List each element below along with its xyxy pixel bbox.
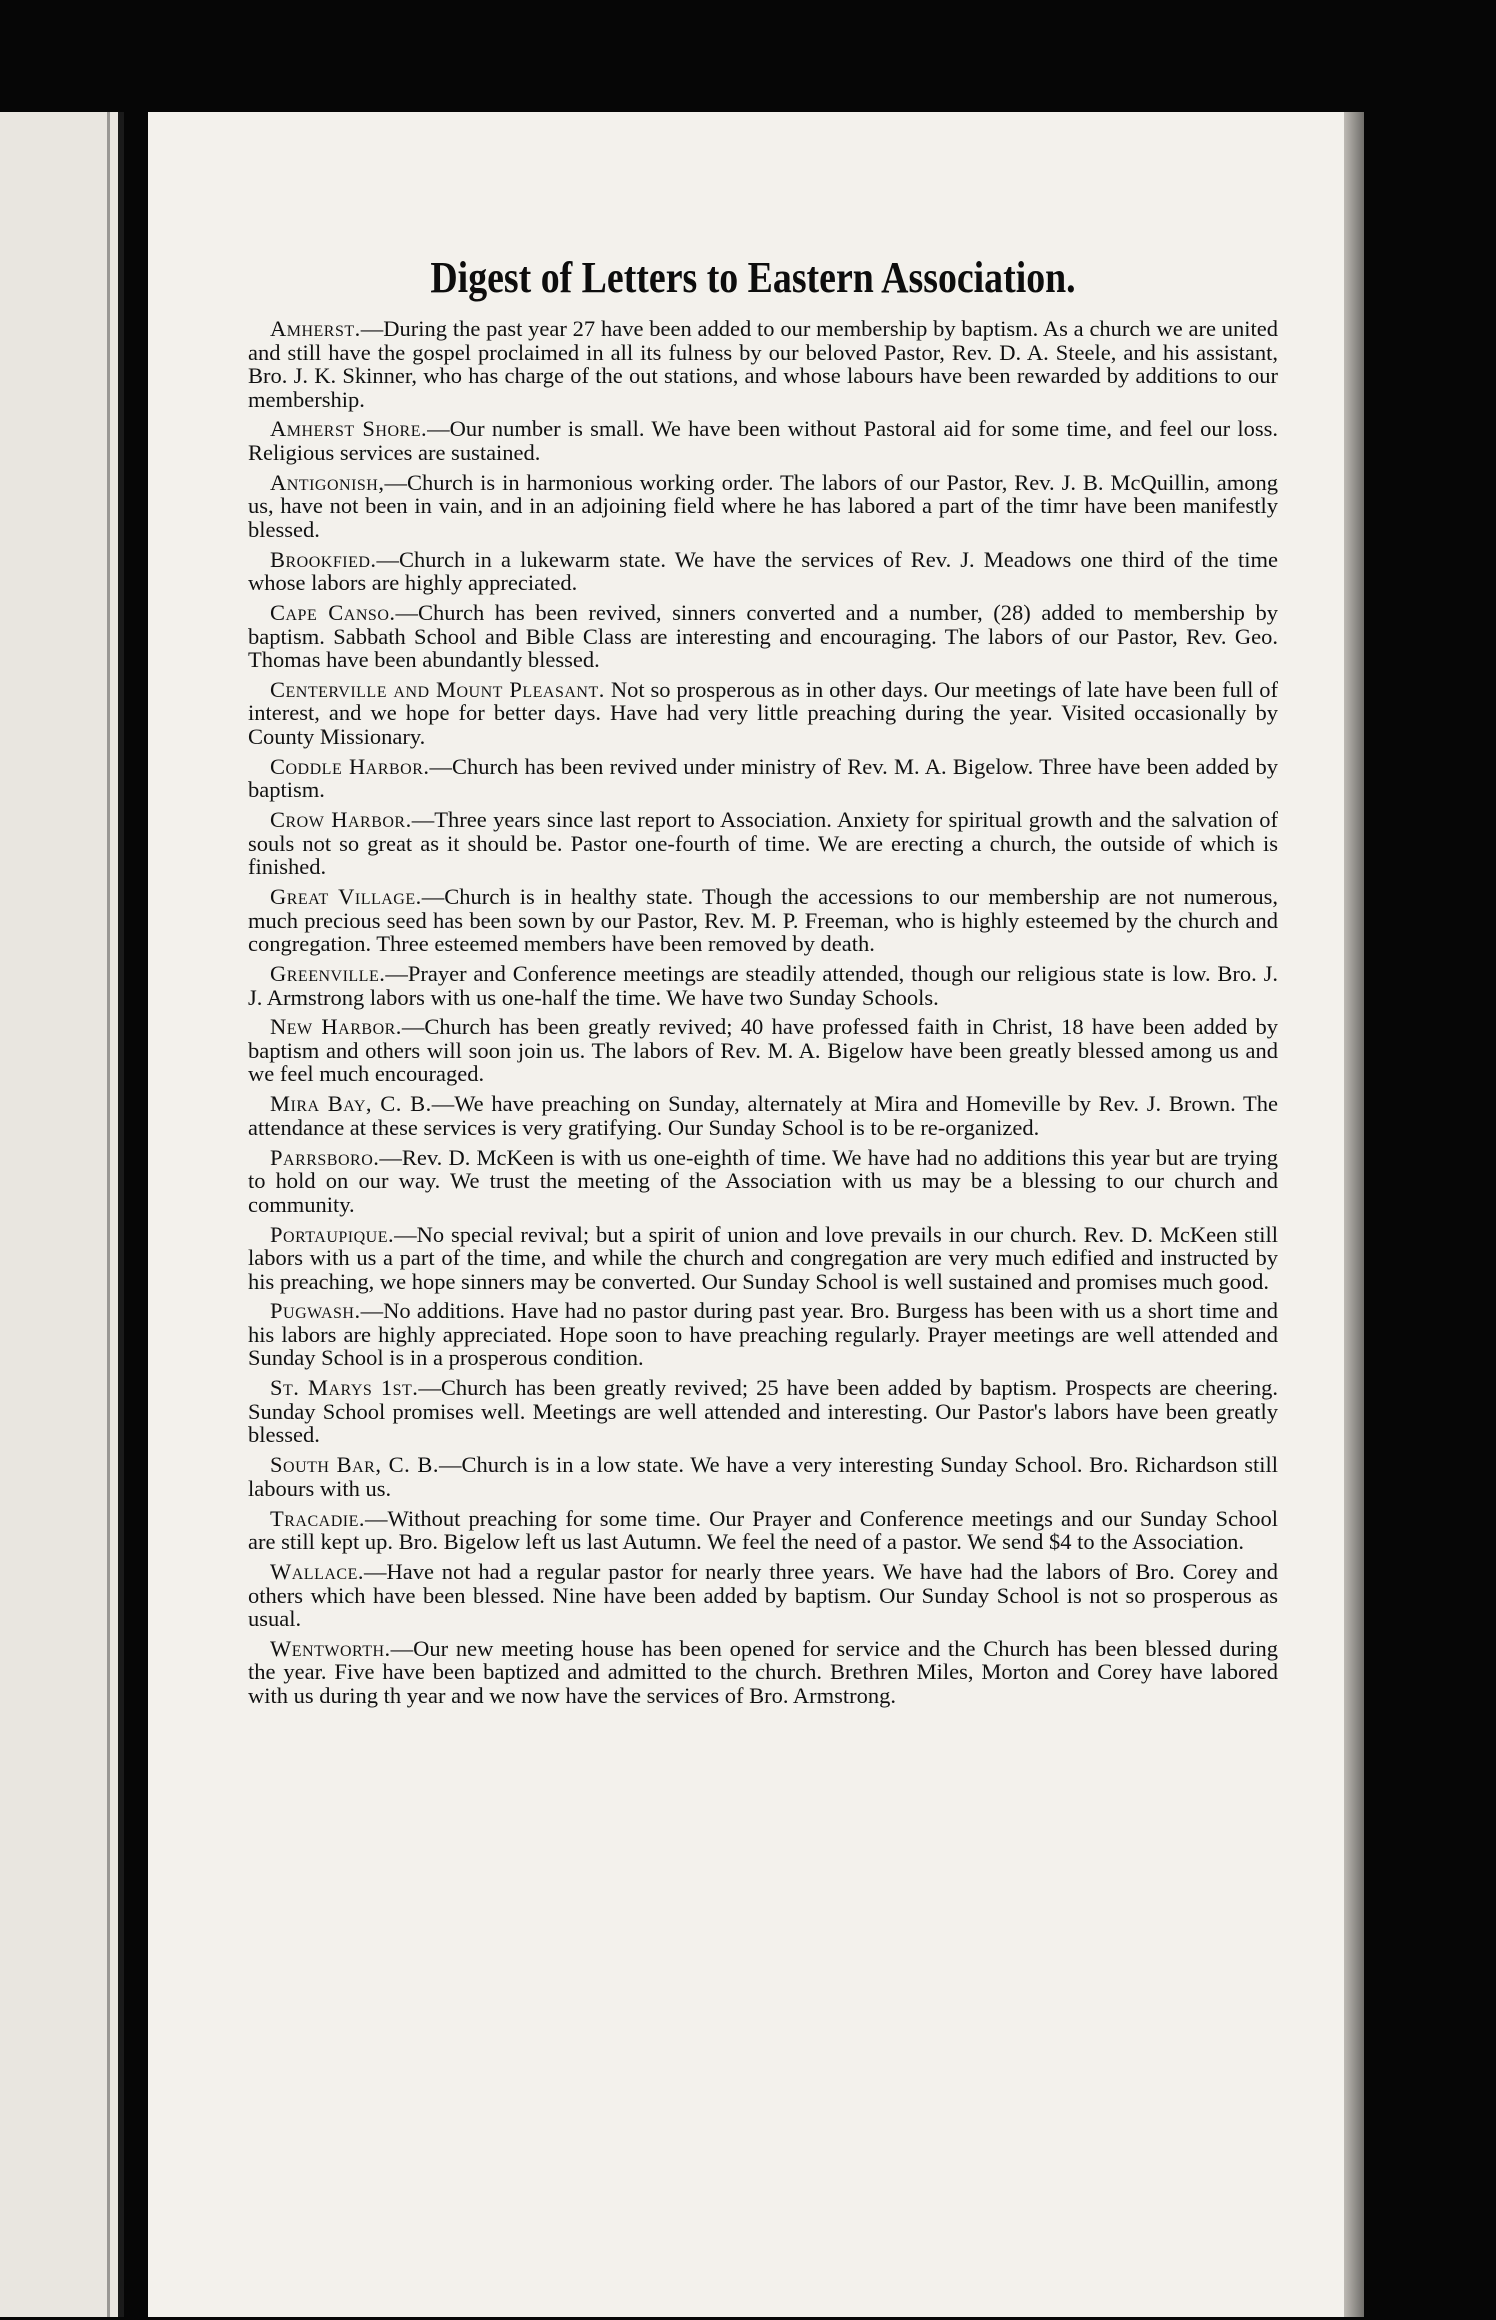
church-report-text: Our new meeting house has been opened for service and the Church has been blessed during the year. Five have been baptized and admitted to the church. Brethren Miles, Morton and Corey have labored with us during th year and we now have the services of Bro. Armstrong. — [248, 1635, 1278, 1708]
em-dash: — — [438, 1452, 462, 1478]
digest-entry — [248, 1637, 1278, 1708]
em-dash: — — [401, 1014, 425, 1040]
em-dash: — — [395, 600, 418, 626]
church-name: Centerville and Mount Pleasant. — [270, 676, 605, 702]
church-report-text: Prayer and Conference meetings are steadily attended, though our religious state is low. Bro. J. J. Armstrong labors with us one-half the time. We have two Sunday Schools. — [248, 961, 1278, 1010]
church-report-text: No special revival; but a spirit of union and love prevails in our church. Rev. D. McKeen still labors with us a part of the time, and while the church and congregation are very much edified and instructed by his preaching, we hope sinners may be converted. Our Sunday School is well sustained and promises much good. — [248, 1221, 1278, 1294]
em-dash: — — [411, 807, 435, 833]
church-report-text: Church is in a low state. We have a very interesting Sunday School. Bro. Richardson still labours with us. — [248, 1452, 1279, 1501]
digest-entry — [248, 678, 1278, 749]
page-fold-line — [107, 112, 110, 2317]
digest-entry — [248, 808, 1278, 879]
church-name: Greenville. — [270, 961, 386, 987]
church-report-text: Church has been revived under ministry of Rev. M. A. Bigelow. Three have been added by baptism. — [248, 753, 1279, 803]
em-dash: — — [390, 1635, 414, 1661]
church-report-text: We have preaching on Sunday, alternately at Mira and Homeville by Rev. J. Brown. The attendance at these services is very gratifying. Our Sunday School is to be re-organized. — [248, 1091, 1278, 1140]
church-report-text: Church has been revived, sinners converted and a number, (28) added to membership by baptism. Sabbath School and Bible Class are interesting and encouraging. The labors of our Pastor, Rev. Geo. Thomas have been abundantly blessed. — [248, 600, 1278, 673]
church-name: Amherst. — [270, 316, 361, 341]
em-dash: — — [394, 1221, 417, 1247]
church-report-text: No additions. Have had no pastor during past year. Bro. Burgess has been with us a short time and his labors are highly appreciated. Hope soon to have preaching regularly. Prayer meetings are well attended and Sunday School is in a prosperous condition. — [248, 1298, 1278, 1371]
church-name: Pugwash. — [270, 1298, 361, 1324]
digest-entry — [248, 1560, 1278, 1631]
church-report-text: Church is in healthy state. Though the accessions to our membership are not numerous, much precious seed has been sown by our Pastor, Rev. M. P. Freeman, who is highly esteemed by the church and congregation. Three esteemed members have been removed by death. — [248, 884, 1278, 957]
church-report-text: Church has been greatly revived; 40 have professed faith in Christ, 18 have been added by baptism and others will soon join us. The labors of Rev. M. A. Bigelow have been greatly blessed among us and we feel much encouraged. — [248, 1014, 1278, 1087]
church-report-text: Not so prosperous as in other days. Our meetings of late have been full of interest, and we hope for better days. Have had very little preaching during the year. Visited occasionally by County Missionary. — [248, 676, 1278, 749]
church-name: St. Marys 1st. — [270, 1375, 419, 1401]
church-report-text: Have not had a regular pastor for nearly three years. We have had the labors of Bro. Corey and others which have been blessed. Nine have been added by baptism. Our Sunday School is not so prosperous as usual. — [248, 1559, 1278, 1632]
digest-entry — [248, 1223, 1278, 1294]
church-report-text: During the past year 27 have been added to our membership by baptism. As a church we are united and still have the gospel proclaimed in all its fulness by our beloved Pastor, Rev. D. A. Steele, and his assistant, Bro. J. K. Skinner, who has charge of the out stations, and whose labours have been rewarded by additions to our membership. — [248, 316, 1278, 412]
church-name: Amherst Shore. — [270, 416, 428, 442]
em-dash: — — [431, 1091, 455, 1117]
digest-entry — [248, 1376, 1278, 1447]
church-name: Antigonish, — [270, 469, 385, 495]
em-dash: — — [376, 546, 400, 572]
church-report-text: Our number is small. We have been without Pastoral aid for some time, and feel our loss. Religious services are sustained. — [248, 416, 1278, 465]
page-title: Digest of Letters to Eastern Association. — [430, 253, 1076, 302]
digest-entry — [248, 1507, 1278, 1554]
document-page — [148, 112, 1358, 2317]
church-name: South Bar, C. B. — [270, 1452, 439, 1478]
church-name: Cape Canso. — [270, 600, 396, 626]
church-name: New Harbor. — [270, 1014, 402, 1040]
church-name: Coddle Harbor. — [270, 753, 430, 779]
em-dash: — — [360, 316, 384, 341]
em-dash: — — [427, 416, 450, 442]
digest-entry — [248, 1092, 1278, 1139]
digest-entry — [248, 601, 1278, 672]
digest-entry — [248, 1299, 1278, 1370]
digest-entries — [248, 317, 1278, 1714]
church-report-text: Church in a lukewarm state. We have the services of Rev. J. Meadows one third of the time whose labors are highly appreciated. — [248, 546, 1278, 596]
digest-entry — [248, 755, 1278, 802]
church-name: Mira Bay, C. B. — [270, 1091, 432, 1117]
church-name: Parrsboro. — [270, 1144, 380, 1170]
church-name: Brookfied. — [270, 546, 377, 572]
digest-entry — [248, 885, 1278, 956]
digest-entry — [248, 471, 1278, 542]
digest-entry — [248, 1146, 1278, 1217]
digest-entry — [248, 417, 1278, 464]
church-name: Great Village. — [270, 884, 422, 910]
church-report-text: Church is in harmonious working order. The labors of our Pastor, Rev. J. B. McQuillin, among us, have not been in vain, and in an adjoining field where he has labored a part of the timr have been manifestly blessed. — [248, 469, 1278, 542]
digest-entry — [248, 962, 1278, 1009]
em-dash: — — [385, 961, 408, 987]
digest-entry — [248, 548, 1278, 595]
church-report-text: Rev. D. McKeen is with us one-eighth of time. We have had no additions this year but are trying to hold on our way. We trust the meeting of the Association with us may be a blessing to our church and community. — [248, 1144, 1278, 1217]
digest-entry — [248, 1015, 1278, 1086]
em-dash: — — [360, 1298, 384, 1324]
em-dash: — — [418, 1375, 441, 1401]
church-name: Crow Harbor. — [270, 807, 412, 833]
church-report-text: Three years since last report to Association. Anxiety for spiritual growth and the salvation of souls not so great as it should be. Pastor one-fourth of time. We are erecting a church, the outside of which is finished. — [248, 807, 1278, 880]
church-report-text: Church has been greatly revived; 25 have been added by baptism. Prospects are cheering. Sunday School promises well. Meetings are well attended and interesting. Our Pastor's labors have been greatly blessed. — [248, 1375, 1279, 1448]
church-name: Wallace. — [270, 1559, 364, 1585]
em-dash: — — [363, 1559, 387, 1585]
em-dash: — — [384, 469, 407, 495]
church-report-text: Without preaching for some time. Our Prayer and Conference meetings and our Sunday School are still kept up. Bro. Bigelow left us last Autumn. We feel the need of a pastor. We send $4 to the Association. — [248, 1505, 1278, 1555]
em-dash: — — [364, 1505, 388, 1531]
church-name: Portaupique. — [270, 1221, 395, 1247]
em-dash: — — [379, 1144, 402, 1170]
digest-entry — [248, 317, 1278, 411]
em-dash: — — [421, 884, 445, 910]
digest-entry — [248, 1453, 1278, 1500]
church-name: Wentworth. — [270, 1635, 391, 1661]
church-name: Tracadie. — [270, 1505, 365, 1531]
adjacent-page-edge — [0, 112, 124, 2317]
em-dash: — — [429, 753, 453, 779]
page-right-edge — [1344, 112, 1364, 2317]
